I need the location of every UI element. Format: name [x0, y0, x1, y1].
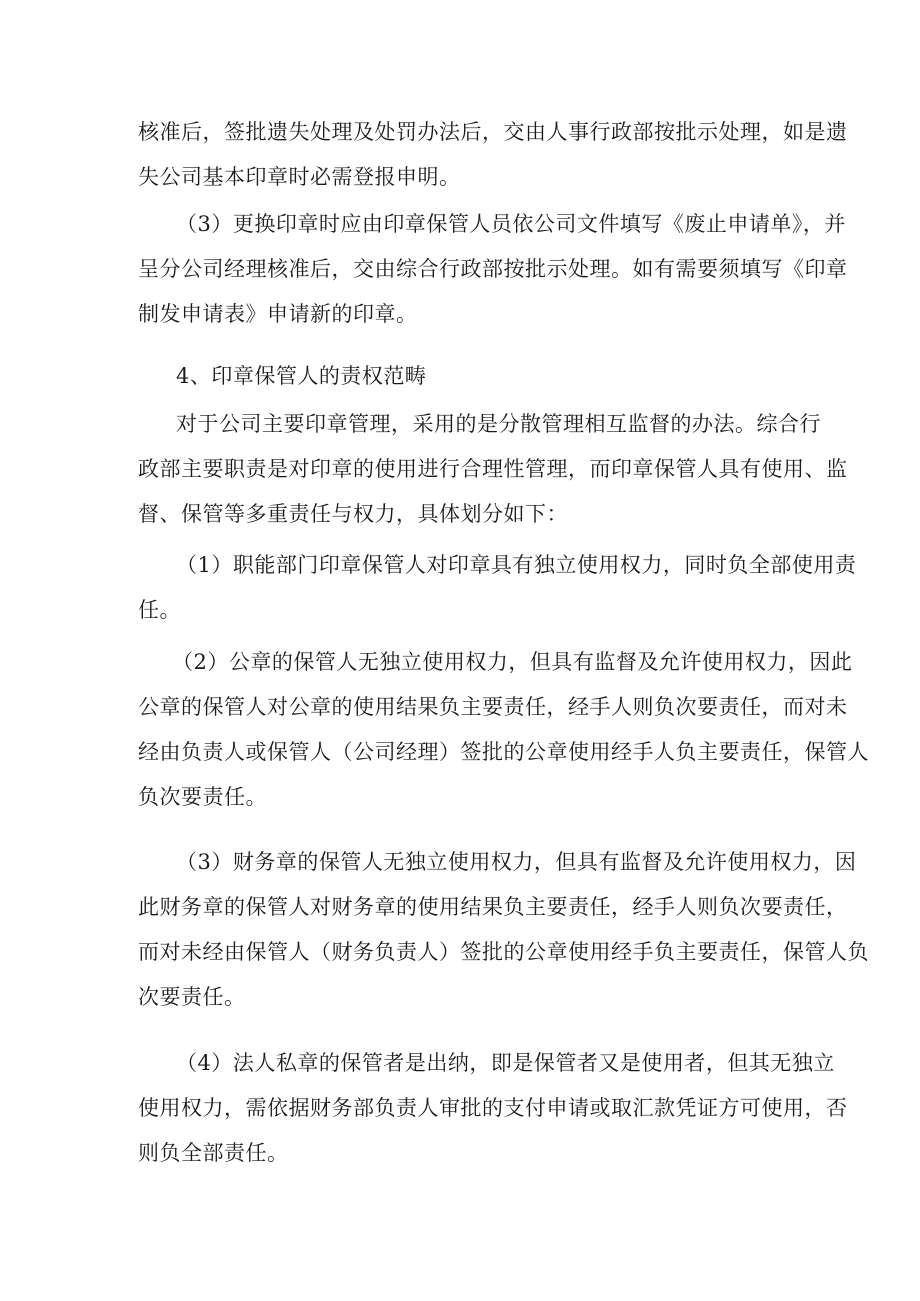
text-line: 而对未经由保管人（财务负责人）签批的公章使用经手负主要责任，保管人负 [138, 940, 869, 964]
text-line: 负次要责任。 [138, 785, 267, 809]
text-line: 任。 [138, 598, 181, 622]
paragraph-item-3 [138, 840, 869, 1020]
text-line: 呈分公司经理核准后，交由综合行政部按批示处理。如有需要须填写《印章 [138, 257, 848, 281]
text-line: （3）财务章的保管人无独立使用权力，但具有监督及允许使用权力，因 [176, 850, 857, 874]
text-line: 经由负责人或保管人（公司经理）签批的公章使用经手人负主要责任，保管人 [138, 740, 869, 764]
text-line: （3）更换印章时应由印章保管人员依公司文件填写《废止申请单》，并 [176, 212, 846, 236]
text-line: 对于公司主要印章管理，采用的是分散管理相互监督的办法。综合行 [176, 412, 821, 436]
paragraph-item-4 [138, 1041, 848, 1176]
section-heading-text: 4、印章保管人的责权范畴 [176, 364, 427, 388]
paragraph-item-2 [138, 640, 869, 820]
text-line: 政部主要职责是对印章的使用进行合理性管理，而印章保管人具有使用、监 [138, 457, 848, 481]
paragraph-intro [138, 402, 848, 537]
paragraph-item-1 [138, 543, 857, 633]
text-line: 制发申请表》申请新的印章。 [138, 302, 418, 326]
text-line: 使用权力，需依据财务部负责人审批的支付申请或取汇款凭证方可使用，否 [138, 1096, 848, 1120]
text-line: 则负全部责任。 [138, 1141, 289, 1165]
text-line: 督、保管等多重责任与权力，具体划分如下： [138, 502, 568, 526]
text-line: （1）职能部门印章保管人对印章具有独立使用权力，同时负全部使用责 [176, 553, 857, 577]
text-line: 此财务章的保管人对财务章的使用结果负主要责任，经手人则负次要责任， [138, 895, 848, 919]
text-line: 失公司基本印章时必需登报申明。 [138, 165, 461, 189]
section-heading [138, 354, 798, 399]
text-line: （2）公章的保管人无独立使用权力，但具有监督及允许使用权力，因此 [172, 650, 853, 674]
paragraph-loss-handling [138, 110, 848, 200]
text-line: 核准后，签批遗失处理及处罚办法后，交由人事行政部按批示处理，如是遗 [138, 120, 848, 144]
text-line: 公章的保管人对公章的使用结果负主要责任，经手人则负次要责任，而对未 [138, 695, 848, 719]
text-line: （4）法人私章的保管者是出纳，即是保管者又是使用者，但其无独立 [176, 1051, 835, 1075]
text-line: 次要责任。 [138, 985, 246, 1009]
paragraph-seal-replacement [138, 202, 848, 337]
